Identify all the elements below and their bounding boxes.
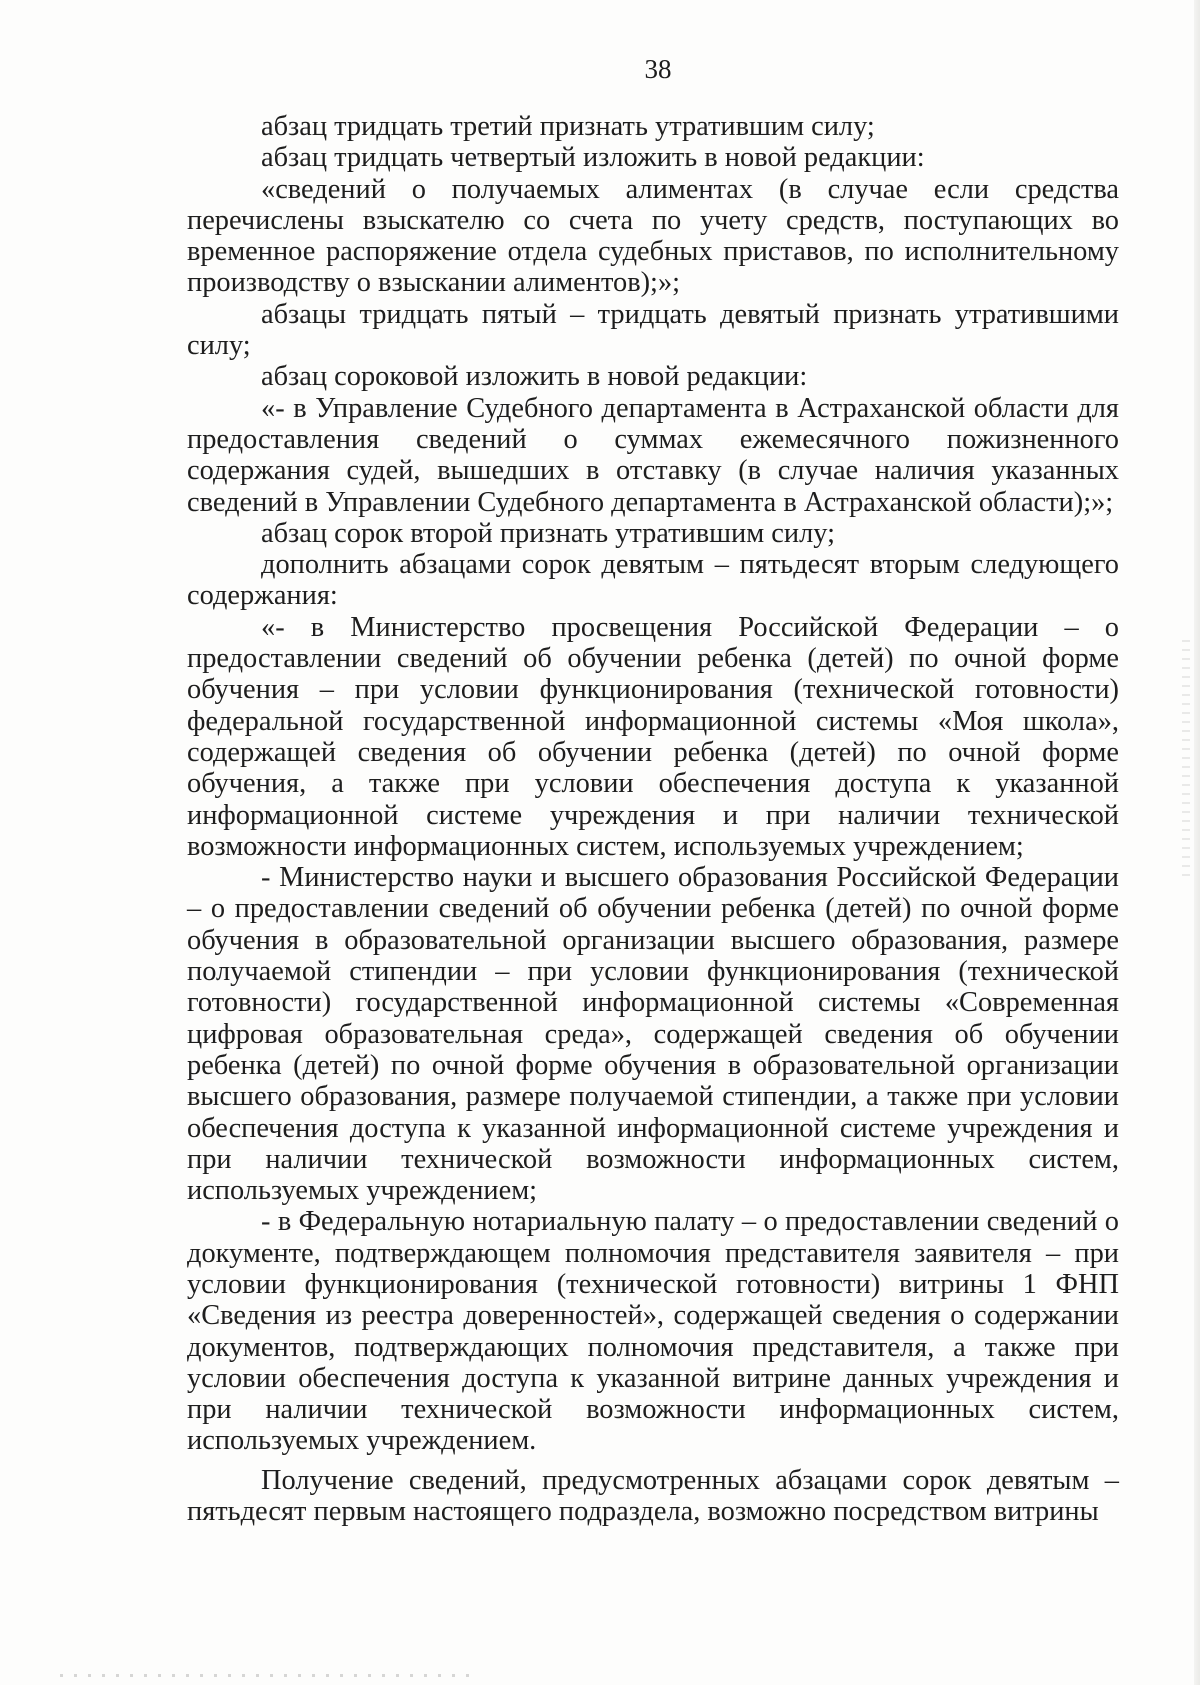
scan-edge-noise (1182, 640, 1190, 880)
page-number: 38 (644, 54, 672, 84)
scan-edge (1194, 0, 1200, 1685)
paragraph: - Министерство науки и высшего образования Российской Федерации – о предоставлении сведений об обучении ребенка (детей) по очной форме обучения в образовательной организации высшего образования, размере получаемой стипендии – при условии функционирования (технической готовности) государственной информационной системы «Современная цифровая образовательная среда», содержащей сведения об обучении ребенка (детей) по очной форме обучения в образовательной организации высшего образования, размере получаемой стипендии, а также при условии обеспечения доступа к указанной информационной системе учреждения и при наличии технической возможности информационных систем, используемых учреждением; (187, 862, 1119, 1207)
paragraph: абзац сорок второй признать утратившим силу; (261, 517, 835, 549)
document-body (187, 111, 1119, 1527)
paragraph: абзацы тридцать пятый – тридцать девятый признать утратившими силу; (187, 298, 1119, 362)
paragraph: абзац тридцать четвертый изложить в новой редакции: (261, 142, 925, 174)
paragraph: абзац сороковой изложить в новой редакции: (261, 361, 808, 393)
paragraph: абзац тридцать третий признать утратившим силу; (261, 111, 875, 142)
scan-bottom-noise (60, 1674, 480, 1677)
paragraph: - в Федеральную нотариальную палату – о предоставлении сведений о документе, подтверждающем полномочия представителя заявителя – при условии функционирования (технической готовности) витрины 1 ФНП «Сведения из реестра доверенностей», содержащей сведения о содержании документов, подтверждающих полномочия представителя, а также при условии обеспечения доступа к указанной витрине данных учреждения и при наличии технической возможности информационных систем, используемых учреждением. (187, 1206, 1119, 1457)
paragraph: «- в Управление Судебного департамента в Астраханской области для предоставления сведений о суммах ежемесячного пожизненного содержания судей, вышедших в отставку (в случае наличия указанных сведений в Управлении Судебного департамента в Астраханской области);»; (187, 392, 1119, 518)
paragraph: «- в Министерство просвещения Российской Федерации – о предоставлении сведений об обучении ребенка (детей) по очной форме обучения – при условии функционирования (технической готовности) федеральной государственной информационной системы «Моя школа», содержащей сведения об обучении ребенка (детей) по очной форме обучения, а также при условии обеспечения доступа к указанной информационной системе учреждения и при наличии технической возможности информационных систем, используемых учреждением; (187, 611, 1119, 862)
paragraph: дополнить абзацами сорок девятым – пятьдесят вторым следующего содержания: (187, 549, 1119, 612)
paragraph: «сведений о получаемых алиментах (в случае если средства перечислены взыскателю со счета по учету средств, поступающих во временное распоряжение отдела судебных приставов, по исполнительному производству о взыскании алиментов);»; (187, 173, 1119, 299)
paragraph: Получение сведений, предусмотренных абзацами сорок девятым – пятьдесят первым настоящего подраздела, возможно посредством витрины (187, 1464, 1119, 1528)
